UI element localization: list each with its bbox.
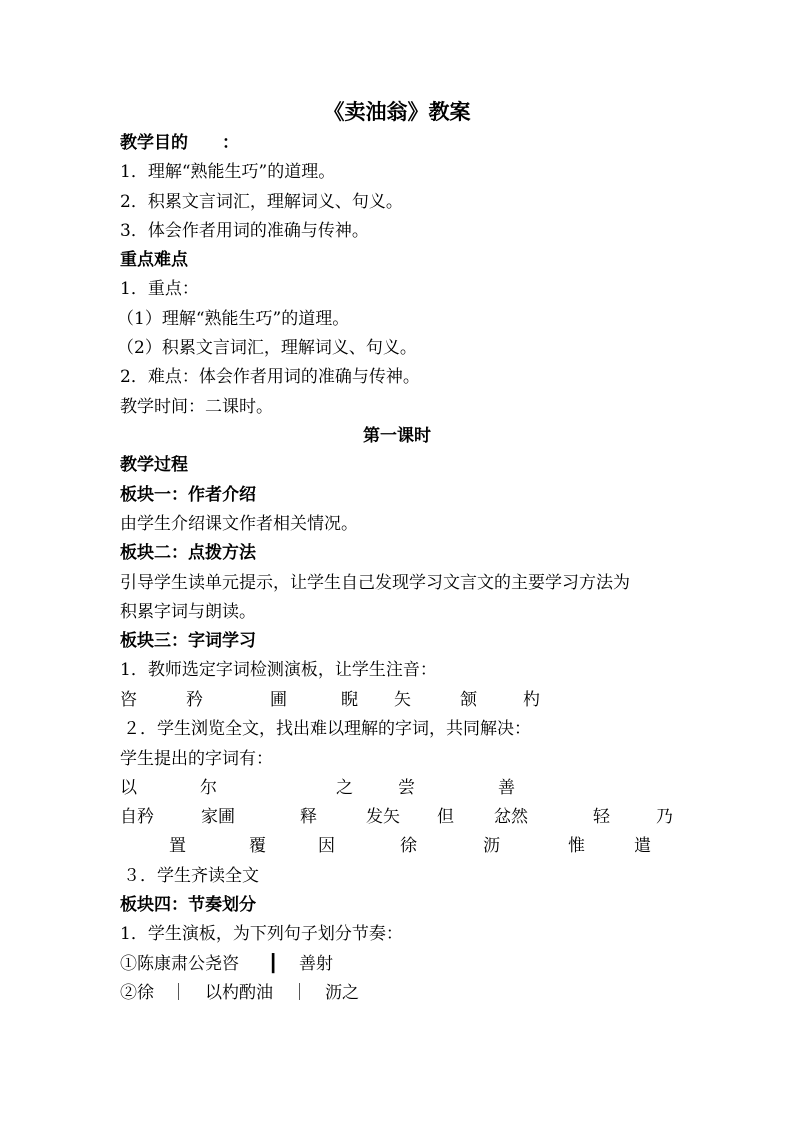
sentence-part: 以杓酌油 [205,983,273,1003]
block3-heading: 板块三：字词学习 [120,631,256,651]
block3-step2-sub: 学生提出的字词有： [120,749,273,769]
block3-step3: ３．学生齐读全文 [123,866,259,886]
word-item: 颔 [460,690,477,710]
word-item: 杓 [523,690,540,710]
rhythm-divider: ｜ [291,983,308,1003]
word-item: 自矜 [120,807,154,827]
objective-item: 3．体会作者用词的准确与传神。 [120,221,369,241]
sentence-part: ①陈康肃公尧咨 [120,954,239,974]
block4-step1: 1．学生演板，为下列句子划分节奏： [120,924,403,944]
word-item: 但 [437,807,454,827]
word-item: 善 [498,778,515,798]
objective-item: 2．积累文言词汇，理解词义、句义。 [120,192,403,212]
sentence-part: 沥之 [325,983,359,1003]
word-item: 沥 [483,836,500,856]
word-item: 睨 [341,690,358,710]
key-point-item: （2）积累文言词汇，理解词义、句义。 [117,338,417,358]
word-item: 乃 [656,807,673,827]
key-point-item: 1．重点： [120,279,199,299]
sentence-part: ②徐 [120,983,154,1003]
rhythm-divider: ｜ [170,983,187,1003]
word-item: 覆 [249,836,266,856]
word-item: 尝 [398,778,415,798]
word-item: 释 [300,807,317,827]
block3-step2: ２．学生浏览全文，找出难以理解的字词，共同解决： [123,719,531,739]
word-item: 轻 [593,807,610,827]
block3-step1: 1．教师选定字词检测演板，让学生注音： [120,660,437,680]
block2-heading: 板块二：点拨方法 [120,543,256,563]
block2-text: 积累字词与朗读。 [120,602,256,622]
word-item: 家圃 [201,807,235,827]
sentence-part: 善射 [299,954,333,974]
word-item: 忿然 [494,807,528,827]
word-item: 之 [336,778,353,798]
block1-text: 由学生介绍课文作者相关情况。 [120,514,358,534]
word-item: 遣 [634,836,651,856]
word-item: 置 [169,836,186,856]
word-item: 咨 [120,690,137,710]
key-point-item: （1）理解“熟能生巧”的道理。 [117,309,350,329]
word-item: 徐 [400,836,417,856]
block4-heading: 板块四：节奏划分 [120,895,256,915]
word-item: 因 [318,836,335,856]
block1-heading: 板块一：作者介绍 [120,485,256,505]
block2-text: 引导学生读单元提示，让学生自己发现学习文言文的主要学习方法为 [120,573,630,593]
key-points-heading: 重点难点 [120,250,188,270]
objective-item: 1．理解“熟能生巧”的道理。 [120,162,336,182]
lesson-heading: 第一课时 [363,426,431,446]
word-item: 发矢 [366,807,400,827]
word-item: 矢 [394,690,411,710]
document-title: 《卖油翁》教案 [323,99,471,124]
key-point-item: 2．难点：体会作者用词的准确与传神。 [120,367,420,387]
word-item: 以 [120,778,137,798]
objectives-heading: 教学目的 ： [120,133,239,153]
rhythm-divider: ┃ [268,954,279,974]
word-item: 尔 [200,778,217,798]
word-item: 惟 [568,836,585,856]
word-item: 圃 [270,690,287,710]
word-item: 矜 [186,690,203,710]
teaching-time: 教学时间：二课时。 [120,397,273,417]
process-heading: 教学过程 [120,455,188,475]
